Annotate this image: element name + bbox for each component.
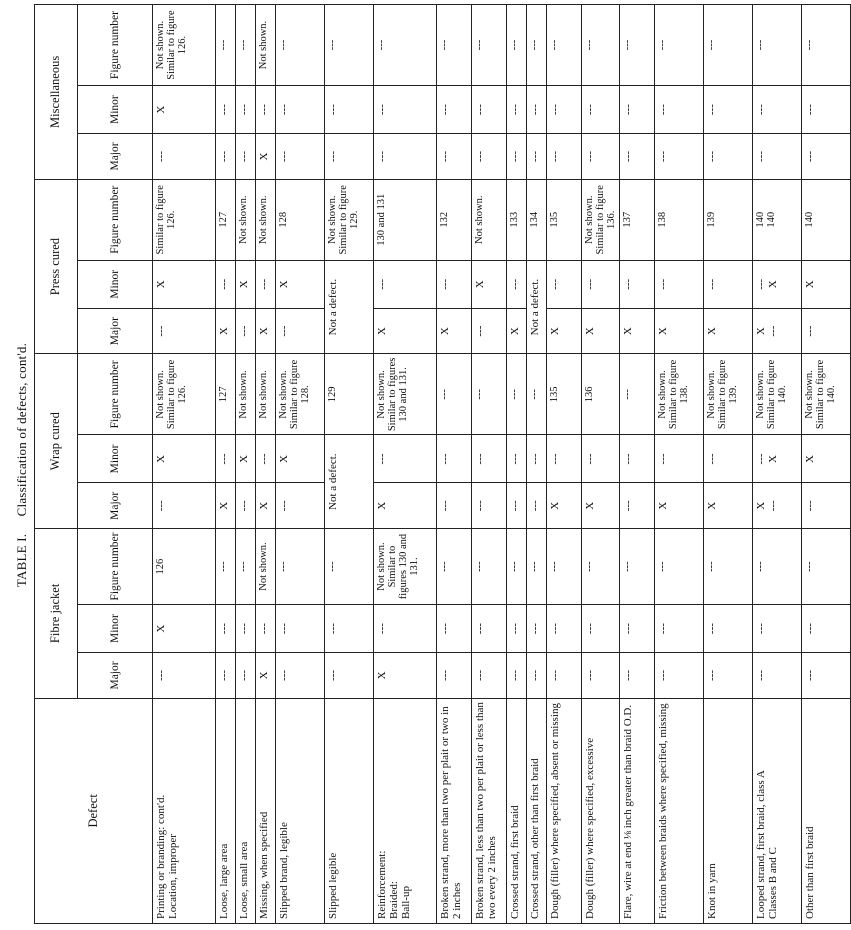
classification-cell: X — [374, 308, 437, 354]
classification-cell: X — [256, 134, 276, 180]
classification-cell: --- — [276, 653, 325, 699]
figure-number-cell: 140 140 — [753, 179, 802, 260]
classification-cell: --- — [753, 605, 802, 653]
defect-cell: Crossed strand, first braid — [507, 698, 527, 923]
classification-cell: --- — [655, 653, 704, 699]
classification-cell: --- — [547, 134, 582, 180]
figure-number-cell: --- — [753, 5, 802, 86]
figure-number-cell: 139 — [704, 179, 753, 260]
figure-number-cell: --- — [325, 529, 374, 605]
classification-cell: --- — [704, 260, 753, 308]
figure-number-cell: Not shown. Similar to figure 126. — [153, 354, 216, 435]
figure-number-cell: --- — [507, 529, 527, 605]
classification-cell: X — [704, 483, 753, 529]
figure-number-cell: Not shown. Similar to figures 130 and 131. — [374, 529, 437, 605]
figure-number-cell: Not shown. — [256, 529, 276, 605]
classification-cell: --- — [256, 86, 276, 134]
table-body — [153, 5, 851, 924]
table-row — [547, 5, 582, 924]
figure-number-cell: --- — [753, 529, 802, 605]
figure-number-cell: Not shown. Similar to figures 130 and 131. — [374, 354, 437, 435]
classification-cell: --- — [216, 134, 236, 180]
sub-header-figure-number: Figure number — [78, 5, 153, 86]
table-caption — [14, 0, 30, 930]
defect-cell: Missing, when specified — [256, 698, 276, 923]
classification-cell: --- — [527, 483, 547, 529]
classification-cell: X — [153, 605, 216, 653]
classification-cell: --- — [704, 605, 753, 653]
classification-cell: --- — [582, 86, 620, 134]
classification-cell: X — [236, 260, 256, 308]
figure-number-cell: --- — [236, 529, 256, 605]
classification-cell: --- — [437, 134, 472, 180]
classification-cell: --- — [527, 435, 547, 483]
group-header-miscellaneous: Miscellaneous — [35, 5, 78, 180]
classification-cell: --- — [325, 653, 374, 699]
classification-cell: X — [655, 308, 704, 354]
figure-number-cell: --- — [527, 354, 547, 435]
defect-cell: Other than first braid — [802, 698, 851, 923]
classification-cell: --- — [437, 435, 472, 483]
classification-cell: X — [216, 308, 236, 354]
defect-cell: Looped strand, first braid, class A Classes B and C — [753, 698, 802, 923]
classification-cell: --- — [704, 435, 753, 483]
figure-number-cell: --- — [507, 354, 527, 435]
not-a-defect-cell: Not a defect. — [527, 260, 547, 354]
sub-header-major: Major — [78, 653, 153, 699]
figure-number-cell: --- — [374, 5, 437, 86]
figure-number-cell: Not shown. Similar to figure 126. — [153, 5, 216, 86]
classification-cell: --- — [655, 86, 704, 134]
figure-number-cell: --- — [802, 529, 851, 605]
figure-number-cell: Not shown. Similar to figure 139. — [704, 354, 753, 435]
classification-cell: --- — [704, 653, 753, 699]
classification-cell: --- — [325, 86, 374, 134]
figure-number-cell: Not shown. — [236, 179, 256, 260]
classification-cell: --- — [472, 435, 507, 483]
table-title: Classification of defects, cont'd. — [14, 342, 29, 517]
classification-cell: X — [802, 435, 851, 483]
classification-cell: --- — [276, 605, 325, 653]
classification-cell: --- — [256, 260, 276, 308]
classification-cell: --- — [547, 435, 582, 483]
figure-number-cell: Not shown. — [256, 5, 276, 86]
figure-number-cell: --- — [547, 5, 582, 86]
classification-cell: --- — [507, 653, 527, 699]
classification-cell: --- — [507, 86, 527, 134]
sub-header-minor: Minor — [78, 605, 153, 653]
figure-number-cell: --- — [582, 529, 620, 605]
figure-number-cell: --- — [802, 5, 851, 86]
figure-number-cell: 134 — [527, 179, 547, 260]
not-a-defect-cell: Not a defect. — [325, 260, 374, 354]
table-row — [527, 5, 547, 924]
figure-number-cell: --- — [547, 529, 582, 605]
figure-number-cell: 127 — [216, 354, 236, 435]
figure-number-cell: 130 and 131 — [374, 179, 437, 260]
table-row — [582, 5, 620, 924]
figure-number-cell: --- — [582, 5, 620, 86]
classification-cell: --- — [655, 134, 704, 180]
classification-cell: X — [802, 260, 851, 308]
table-row — [276, 5, 325, 924]
classification-cell: --- — [472, 653, 507, 699]
classification-cell: --- — [582, 435, 620, 483]
figure-number-cell: Not shown. Similar to figure 140. — [802, 354, 851, 435]
figure-number-cell: --- — [276, 5, 325, 86]
classification-cell: --- — [704, 86, 753, 134]
defects-table — [34, 4, 851, 924]
classification-cell: --- — [655, 260, 704, 308]
defect-cell: Loose, small area — [236, 698, 256, 923]
classification-cell: --- — [753, 134, 802, 180]
figure-number-cell: 135 — [547, 179, 582, 260]
classification-cell: --- — [802, 86, 851, 134]
defect-cell: Flare, wire at end ⅛ inch greater than braid O.D. — [620, 698, 655, 923]
sub-header-figure-number: Figure number — [78, 529, 153, 605]
classification-cell: --- — [802, 134, 851, 180]
figure-number-cell: --- — [216, 5, 236, 86]
classification-cell: --- — [620, 134, 655, 180]
figure-number-cell: Not shown. — [236, 354, 256, 435]
figure-number-cell: --- — [236, 5, 256, 86]
classification-cell: X — [547, 483, 582, 529]
classification-cell: --- — [472, 308, 507, 354]
figure-number-cell: 133 — [507, 179, 527, 260]
classification-cell: X — [256, 653, 276, 699]
table-row — [325, 5, 374, 924]
defect-cell: Crossed strand, other than first braid — [527, 698, 547, 923]
classification-cell: --- — [802, 653, 851, 699]
figure-number-cell: 140 — [802, 179, 851, 260]
classification-cell: --- — [527, 134, 547, 180]
defect-cell: Loose, large area — [216, 698, 236, 923]
classification-cell: --- — [582, 605, 620, 653]
sub-header-minor: Minor — [78, 435, 153, 483]
classification-cell: --- — [374, 260, 437, 308]
classification-cell: --- — [276, 483, 325, 529]
classification-cell: --- — [276, 86, 325, 134]
classification-cell: --- — [753, 653, 802, 699]
figure-number-cell: 132 — [437, 179, 472, 260]
defect-cell: Friction between braids where specified, missing — [655, 698, 704, 923]
table-row — [437, 5, 472, 924]
classification-cell: --- — [472, 134, 507, 180]
classification-cell: X — [374, 483, 437, 529]
classification-cell: --- — [153, 308, 216, 354]
figure-number-cell: 129 — [325, 354, 374, 435]
classification-cell: --- — [236, 308, 256, 354]
sub-header-minor: Minor — [78, 260, 153, 308]
classification-cell: --- — [276, 134, 325, 180]
classification-cell: --- — [472, 483, 507, 529]
classification-cell: --- — [527, 86, 547, 134]
classification-cell: X — [472, 260, 507, 308]
classification-cell: --- — [216, 260, 236, 308]
figure-number-cell: Not shown. Similar to figure 136. — [582, 179, 620, 260]
group-header-fibre-jacket: Fibre jacket — [35, 529, 78, 699]
group-header-wrap-cured: Wrap cured — [35, 354, 78, 529]
classification-cell: --- — [547, 605, 582, 653]
classification-cell: --- — [507, 483, 527, 529]
classification-cell: X — [276, 435, 325, 483]
figure-number-cell: --- — [655, 529, 704, 605]
table-row — [374, 5, 437, 924]
group-header-press-cured: Press cured — [35, 179, 78, 354]
classification-cell: X — [153, 86, 216, 134]
figure-number-cell: --- — [437, 354, 472, 435]
figure-number-cell: --- — [437, 529, 472, 605]
figure-number-cell: Not shown. Similar to figure 129. — [325, 179, 374, 260]
table-row — [753, 5, 802, 924]
table-row — [256, 5, 276, 924]
classification-cell: --- — [374, 605, 437, 653]
figure-number-cell: 138 — [655, 179, 704, 260]
classification-cell: --- — [216, 86, 236, 134]
classification-cell: --- — [620, 653, 655, 699]
defect-cell: Slipped legible — [325, 698, 374, 923]
defect-cell: Printing or branding: cont'd. Location, improper — [153, 698, 216, 923]
classification-cell: --- — [507, 435, 527, 483]
table-row — [153, 5, 216, 924]
classification-cell: X — [256, 308, 276, 354]
table-row — [704, 5, 753, 924]
classification-cell: X — [153, 435, 216, 483]
figure-number-cell: Not shown. Similar to figure 140. — [753, 354, 802, 435]
classification-cell: --- — [276, 308, 325, 354]
classification-cell: --- — [374, 435, 437, 483]
classification-cell: --- — [153, 134, 216, 180]
classification-cell: --- — [236, 653, 256, 699]
classification-cell: --- — [527, 605, 547, 653]
defect-cell: Slipped brand, legible — [276, 698, 325, 923]
classification-cell: --- — [507, 134, 527, 180]
figure-number-cell: --- — [276, 529, 325, 605]
classification-cell: X — [704, 308, 753, 354]
figure-number-cell: Similar to figure 126. — [153, 179, 216, 260]
not-a-defect-cell: Not a defect. — [325, 435, 374, 529]
defect-cell: Broken strand, less than two per plait or less than two every 2 inches — [472, 698, 507, 923]
classification-cell: --- — [437, 605, 472, 653]
table-row — [802, 5, 851, 924]
classification-cell: --- — [374, 134, 437, 180]
figure-number-cell: --- — [437, 5, 472, 86]
figure-number-cell: Not shown. — [472, 179, 507, 260]
classification-cell: --- — [620, 435, 655, 483]
defect-column-header: Defect — [35, 698, 153, 923]
table-number: TABLE I. — [14, 533, 29, 588]
figure-number-cell: 135 — [547, 354, 582, 435]
figure-number-cell: --- — [620, 529, 655, 605]
figure-number-cell: 126 — [153, 529, 216, 605]
classification-cell: --- — [620, 605, 655, 653]
defect-cell: Reinforcement: Braided: Ball-up — [374, 698, 437, 923]
classification-cell: --- — [437, 483, 472, 529]
table-row — [620, 5, 655, 924]
sub-header-minor: Minor — [78, 86, 153, 134]
figure-number-cell: 127 — [216, 179, 236, 260]
classification-cell: --- — [472, 86, 507, 134]
defect-cell: Dough (filler) where specified, excessive — [582, 698, 620, 923]
figure-number-cell: Not shown. Similar to figure 138. — [655, 354, 704, 435]
classification-cell: X — [620, 308, 655, 354]
figure-number-cell: Not shown. — [256, 179, 276, 260]
defect-cell: Broken strand, more than two per plait or two in 2 inches — [437, 698, 472, 923]
classification-cell: --- — [472, 605, 507, 653]
figure-number-cell: 128 — [276, 179, 325, 260]
figure-number-cell: --- — [472, 354, 507, 435]
figure-number-cell: Not shown. Similar to figure 128. — [276, 354, 325, 435]
classification-cell: --- X — [753, 435, 802, 483]
classification-cell: X --- — [753, 308, 802, 354]
classification-cell: --- — [704, 134, 753, 180]
classification-cell: --- — [236, 483, 256, 529]
figure-number-cell: --- — [472, 529, 507, 605]
figure-number-cell: --- — [507, 5, 527, 86]
classification-cell: X — [236, 435, 256, 483]
classification-cell: X — [437, 308, 472, 354]
figure-number-cell: --- — [216, 529, 236, 605]
classification-cell: --- — [153, 483, 216, 529]
classification-cell: --- — [547, 86, 582, 134]
classification-cell: --- X — [753, 260, 802, 308]
classification-cell: --- — [620, 86, 655, 134]
figure-number-cell: --- — [325, 5, 374, 86]
figure-number-cell: --- — [620, 354, 655, 435]
figure-number-cell: Not shown. — [256, 354, 276, 435]
table-row — [236, 5, 256, 924]
classification-cell: --- — [753, 86, 802, 134]
figure-number-cell: --- — [655, 5, 704, 86]
figure-number-cell: --- — [527, 529, 547, 605]
classification-cell: --- — [507, 260, 527, 308]
table-row — [472, 5, 507, 924]
classification-cell: --- — [325, 134, 374, 180]
table-row — [216, 5, 236, 924]
figure-number-cell: --- — [527, 5, 547, 86]
classification-cell: --- — [236, 605, 256, 653]
classification-cell: X — [153, 260, 216, 308]
classification-cell: --- — [547, 260, 582, 308]
figure-number-cell: --- — [704, 5, 753, 86]
table-row — [507, 5, 527, 924]
classification-cell: --- — [437, 653, 472, 699]
classification-cell: X — [582, 483, 620, 529]
classification-cell: --- — [256, 605, 276, 653]
classification-cell: --- — [153, 653, 216, 699]
classification-cell: --- — [655, 605, 704, 653]
classification-cell: --- — [547, 653, 582, 699]
classification-cell: --- — [236, 134, 256, 180]
classification-cell: X — [374, 653, 437, 699]
classification-cell: --- — [655, 435, 704, 483]
defect-cell: Dough (filler) where specified, absent or missing — [547, 698, 582, 923]
classification-cell: --- — [582, 134, 620, 180]
figure-number-cell: --- — [472, 5, 507, 86]
classification-cell: --- — [527, 653, 547, 699]
sub-header-major: Major — [78, 308, 153, 354]
classification-cell: --- — [507, 605, 527, 653]
classification-cell: --- — [582, 653, 620, 699]
classification-cell: --- — [437, 86, 472, 134]
classification-cell: --- — [582, 260, 620, 308]
classification-cell: X --- — [753, 483, 802, 529]
figure-number-cell: --- — [620, 5, 655, 86]
classification-cell: X — [582, 308, 620, 354]
classification-cell: X — [276, 260, 325, 308]
sub-header-major: Major — [78, 483, 153, 529]
classification-cell: X — [216, 483, 236, 529]
figure-number-cell: --- — [704, 529, 753, 605]
classification-cell: --- — [620, 260, 655, 308]
defect-cell: Knot in yarn — [704, 698, 753, 923]
classification-cell: X — [655, 483, 704, 529]
classification-cell: --- — [216, 435, 236, 483]
classification-cell: --- — [437, 260, 472, 308]
classification-cell: --- — [802, 605, 851, 653]
classification-cell: --- — [256, 435, 276, 483]
sub-header-figure-number: Figure number — [78, 354, 153, 435]
classification-cell: --- — [216, 653, 236, 699]
sub-header-major: Major — [78, 134, 153, 180]
classification-cell: --- — [802, 308, 851, 354]
figure-number-cell: 136 — [582, 354, 620, 435]
table-row — [655, 5, 704, 924]
classification-cell: --- — [325, 605, 374, 653]
classification-cell: X — [547, 308, 582, 354]
classification-cell: --- — [236, 86, 256, 134]
classification-cell: X — [256, 483, 276, 529]
classification-cell: --- — [802, 483, 851, 529]
classification-cell: --- — [216, 605, 236, 653]
sub-header-figure-number: Figure number — [78, 179, 153, 260]
classification-cell: --- — [620, 483, 655, 529]
figure-number-cell: 137 — [620, 179, 655, 260]
classification-cell: --- — [374, 86, 437, 134]
classification-cell: X — [507, 308, 527, 354]
